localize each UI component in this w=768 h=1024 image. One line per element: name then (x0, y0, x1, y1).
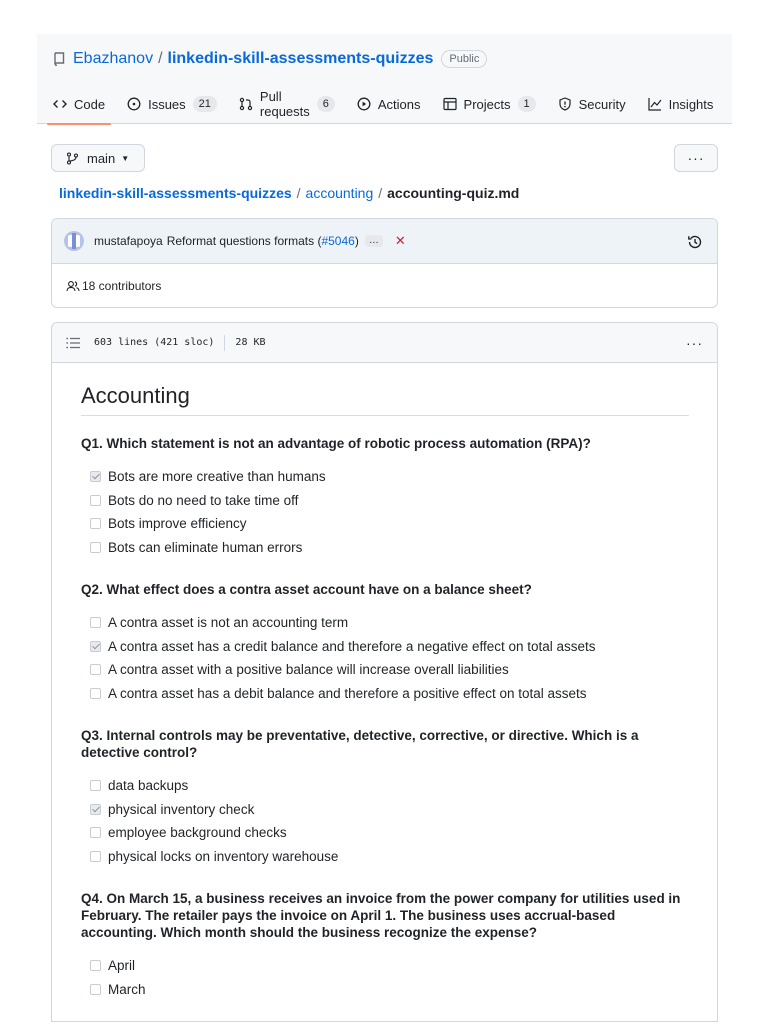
commit-pr-link[interactable]: #5046 (321, 234, 355, 248)
task-checkbox (90, 495, 101, 506)
tab-security[interactable] (558, 90, 626, 118)
more-options-button[interactable]: ··· (674, 144, 718, 172)
tab-actions[interactable] (357, 90, 421, 118)
answer-option-label: Bots improve efficiency (108, 516, 247, 532)
file-viewer (51, 322, 718, 1022)
issue-icon (127, 97, 141, 111)
file-options-button[interactable]: ··· (686, 335, 703, 351)
answer-option (90, 611, 689, 635)
breadcrumb-separator: / (296, 185, 301, 201)
answer-option-label: April (108, 958, 136, 974)
answer-option-label: employee background checks (108, 825, 287, 841)
answer-option (90, 658, 689, 682)
answer-option (90, 798, 689, 822)
task-checkbox (90, 851, 101, 862)
answer-option-label: physical inventory check (108, 801, 255, 817)
task-checkbox (90, 960, 101, 971)
task-checkbox (90, 780, 101, 791)
task-checkbox (90, 688, 101, 699)
chevron-down-icon: ▼ (121, 153, 130, 163)
branch-selector[interactable] (51, 144, 145, 172)
task-checkbox (90, 542, 101, 553)
list-icon[interactable] (66, 337, 80, 349)
tab-pull-requests-count: 6 (317, 96, 335, 112)
commit-message-prefix: Reformat questions formats ( (166, 234, 322, 248)
task-checkbox (90, 641, 101, 652)
breadcrumb-root-link[interactable]: linkedin-skill-assessments-quizzes (59, 185, 292, 201)
task-checkbox (90, 984, 101, 995)
tab-insights-label: Insights (668, 96, 714, 112)
github-page (37, 34, 732, 997)
contributors-row[interactable] (52, 264, 717, 308)
answer-option-label: Bots are more creative than humans (108, 469, 326, 485)
task-checkbox (90, 471, 101, 482)
answer-option (90, 774, 689, 798)
table-icon (443, 97, 457, 111)
people-icon (66, 280, 80, 292)
answer-option-label: Bots do no need to take time off (108, 492, 299, 508)
graph-icon (648, 97, 662, 111)
question-heading: Q3. Internal controls may be preventative, detective, corrective, or directive. Which is a detective control? (81, 728, 639, 760)
answer-option (90, 512, 689, 536)
answer-option (90, 465, 689, 489)
repo-owner-link[interactable]: Ebazhanov (73, 50, 154, 67)
markdown-body (81, 383, 689, 1023)
answer-option-label: A contra asset is not an accounting term (108, 615, 349, 631)
task-checkbox (90, 617, 101, 628)
branch-name: main (87, 150, 116, 166)
tab-code[interactable] (53, 90, 105, 118)
expand-commit-button[interactable]: … (365, 235, 383, 247)
answer-option (90, 978, 689, 1002)
tab-actions-label: Actions (377, 96, 421, 112)
answer-options (81, 611, 689, 705)
answer-options (81, 465, 689, 559)
contributors-label: 18 contributors (82, 279, 162, 293)
tab-issues-count: 21 (193, 96, 217, 112)
answer-option (90, 845, 689, 869)
question-heading: Q2. What effect does a contra asset account have on a balance sheet? (81, 582, 532, 597)
meta-divider (224, 335, 225, 351)
tab-code-label: Code (74, 96, 106, 112)
task-checkbox (90, 518, 101, 529)
answer-option-label: physical locks on inventory warehouse (108, 848, 339, 864)
shield-icon (558, 97, 572, 111)
x-icon[interactable]: ✕ (394, 233, 406, 248)
breadcrumb-separator: / (378, 185, 383, 201)
question-heading: Q1. Which statement is not an advantage of robotic process automation (RPA)? (81, 436, 591, 451)
repo-title (53, 50, 487, 68)
answer-option (90, 821, 689, 845)
answer-option-label: March (108, 981, 146, 997)
task-checkbox (90, 827, 101, 838)
branch-icon (66, 152, 79, 165)
repo-name-link[interactable]: linkedin-skill-assessments-quizzes (167, 50, 434, 67)
tab-pull-requests[interactable] (239, 90, 335, 118)
answer-option (90, 489, 689, 513)
answer-option (90, 954, 689, 978)
task-checkbox (90, 664, 101, 675)
tab-pull-requests-label: Pull requests (259, 89, 310, 119)
tab-issues[interactable] (127, 90, 217, 118)
questions-list (81, 435, 689, 1001)
play-icon (357, 97, 371, 111)
document-title: Accounting (81, 383, 689, 416)
repo-header (37, 34, 732, 124)
commit-message[interactable] (167, 234, 359, 248)
answer-option-label: A contra asset with a positive balance will increase overall liabilities (108, 662, 509, 678)
breadcrumb-current-file: accounting-quiz.md (387, 185, 520, 201)
answer-option (90, 536, 689, 560)
latest-commit-box (51, 218, 718, 308)
repo-tabs (53, 90, 735, 124)
breadcrumb-folder-link[interactable]: accounting (305, 185, 374, 201)
tab-projects[interactable] (443, 90, 536, 118)
task-checkbox (90, 804, 101, 815)
tab-projects-label: Projects (463, 96, 511, 112)
file-size: 28 KB (235, 337, 266, 348)
tab-insights[interactable] (648, 90, 714, 118)
answer-option-label: A contra asset has a credit balance and therefore a negative effect on total assets (108, 638, 596, 654)
commit-message-suffix: ) (354, 234, 359, 248)
answer-options (81, 954, 689, 1001)
commit-author-link[interactable]: mustafapoya (94, 234, 163, 248)
answer-option (90, 635, 689, 659)
tab-security-label: Security (578, 96, 626, 112)
avatar[interactable] (64, 231, 84, 251)
question-heading: Q4. On March 15, a business receives an invoice from the power company for utilities used in February. The retailer pays the invoice on April 1. The business uses accrual-based accounting. Which month should the business recognize the expense? (81, 891, 681, 940)
breadcrumb (59, 185, 519, 201)
pull-request-icon (239, 97, 253, 111)
answer-option-label: A contra asset has a debit balance and therefore a positive effect on total assets (108, 685, 587, 701)
tab-projects-count: 1 (518, 96, 536, 112)
history-icon[interactable] (687, 234, 703, 250)
answer-option-label: Bots can eliminate human errors (108, 539, 303, 555)
code-icon (53, 97, 67, 111)
answer-option-label: data backups (108, 778, 189, 794)
latest-commit-row (52, 219, 717, 264)
tab-issues-label: Issues (148, 96, 186, 112)
file-header (52, 323, 717, 363)
file-line-count: 603 lines (421 sloc) (94, 337, 215, 348)
repo-separator: / (158, 50, 163, 67)
repo-icon (53, 52, 65, 66)
answer-options (81, 774, 689, 868)
answer-option (90, 682, 689, 706)
visibility-badge: Public (441, 50, 487, 68)
